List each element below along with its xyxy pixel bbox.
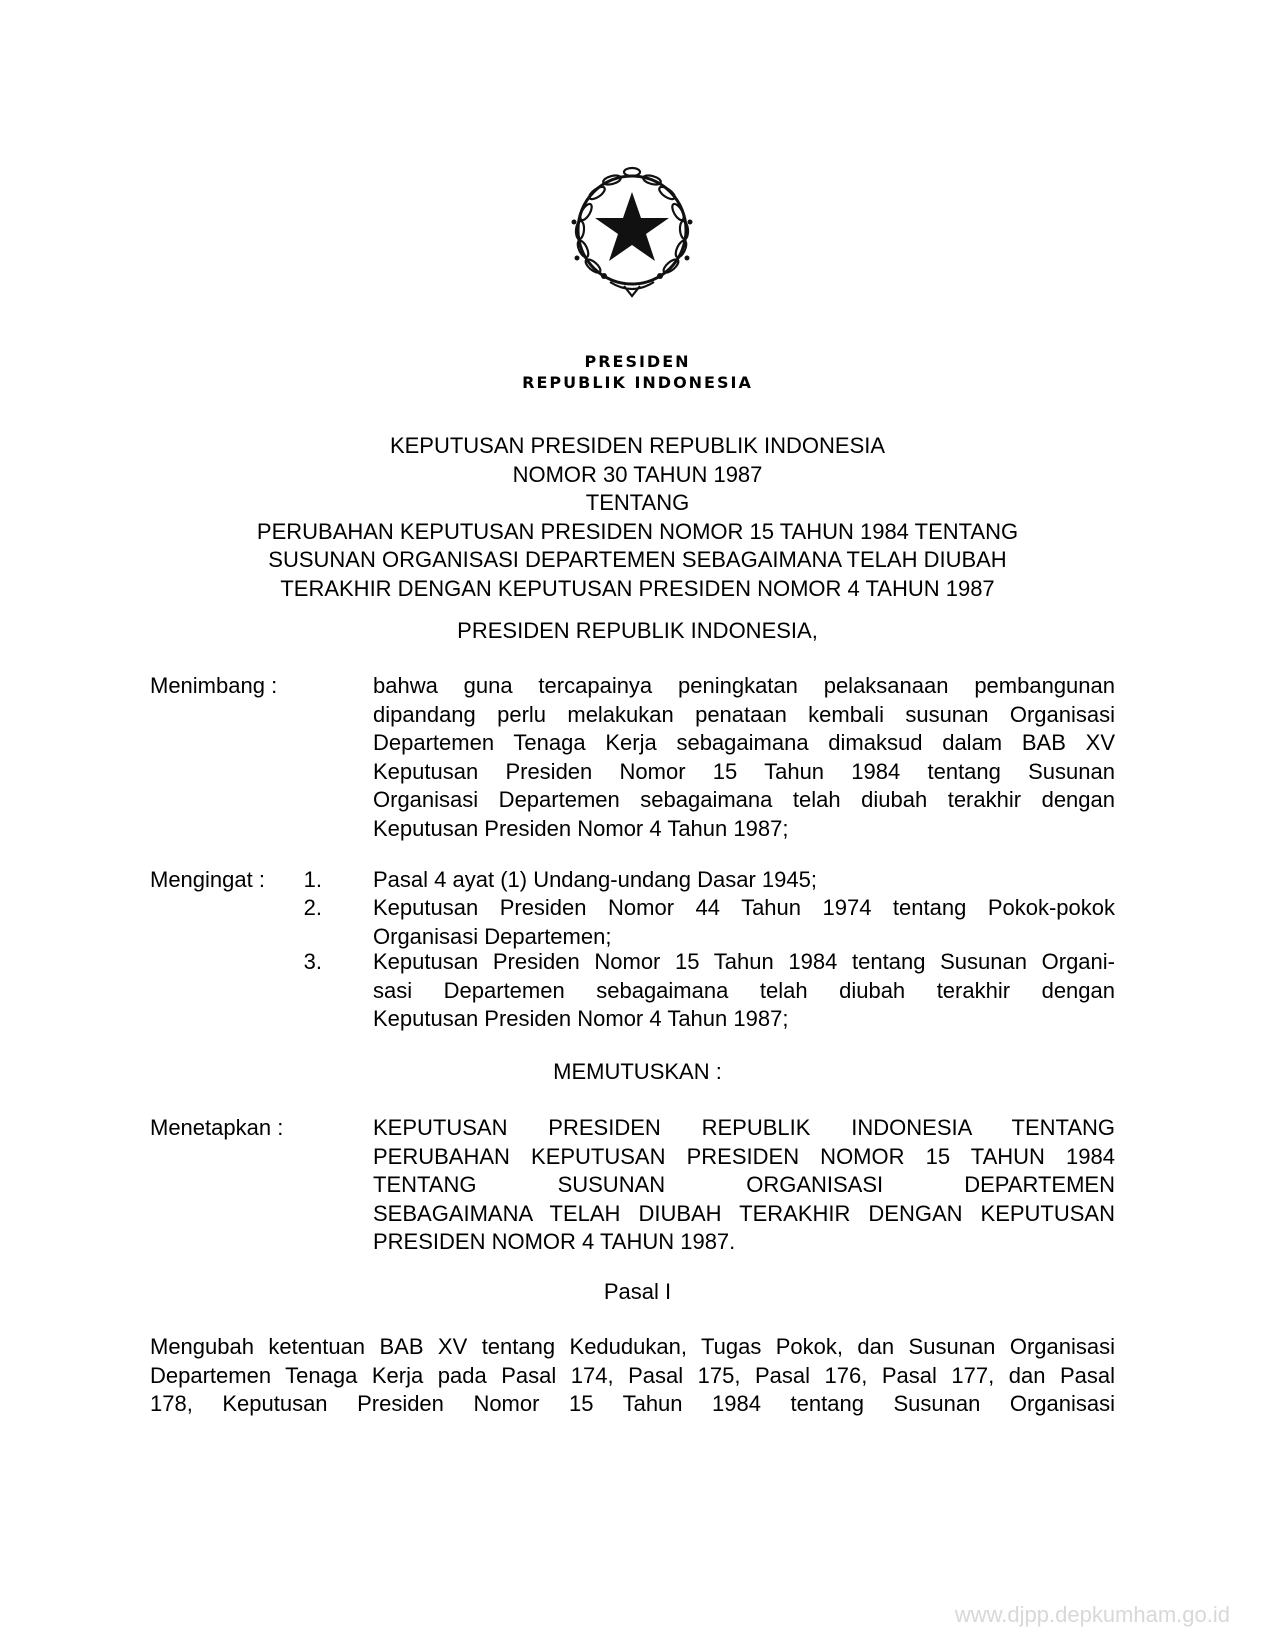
title-line: KEPUTUSAN PRESIDEN REPUBLIK INDONESIA bbox=[389, 433, 886, 458]
title-line: TENTANG bbox=[585, 490, 690, 515]
text-line: PERUBAHAN KEPUTUSAN PRESIDEN NOMOR 15 TAHUN 1984 bbox=[373, 1143, 1115, 1169]
mengingat-item bbox=[373, 948, 1115, 1034]
text-line: dipandang perlu melakukan penataan kembali susunan Organisasi bbox=[373, 701, 1115, 727]
text-line: Departemen Tenaga Kerja pada Pasal 174, Pasal 175, Pasal 176, Pasal 177, dan Pasal bbox=[150, 1362, 1115, 1388]
title-line: NOMOR 30 TAHUN 1987 bbox=[512, 461, 763, 487]
list-number: 2. bbox=[303, 895, 322, 920]
text-line: SEBAGAIMANA TELAH DIUBAH TERAKHIR DENGAN KEPUTUSAN bbox=[373, 1200, 1115, 1226]
text-line: 178, Keputusan Presiden Nomor 15 Tahun 1984 tentang Susunan Organisasi bbox=[150, 1391, 1115, 1416]
text-line: sasi Departemen sebagaimana telah diubah terakhir dengan bbox=[373, 977, 1115, 1003]
mengingat-item bbox=[373, 866, 1115, 895]
text-line: Pasal 4 ayat (1) Undang-undang Dasar 1945; bbox=[373, 867, 817, 892]
menimbang-label: Menimbang : bbox=[150, 673, 278, 698]
text-line: Keputusan Presiden Nomor 44 Tahun 1974 tentang Pokok-pokok bbox=[373, 895, 1115, 920]
menetapkan-label: Menetapkan : bbox=[150, 1115, 284, 1140]
title-line: PERUBAHAN KEPUTUSAN PRESIDEN NOMOR 15 TAHUN 1984 TENTANG bbox=[256, 518, 1019, 544]
text-line: PRESIDEN NOMOR 4 TAHUN 1987. bbox=[373, 1229, 736, 1254]
text-line: Keputusan Presiden Nomor 4 Tahun 1987; bbox=[373, 815, 789, 841]
text-line: KEPUTUSAN PRESIDEN REPUBLIK INDONESIA TENTANG bbox=[373, 1115, 1115, 1140]
memutuskan-heading: MEMUTUSKAN : bbox=[553, 1059, 722, 1084]
text-line: TENTANG SUSUNAN ORGANISASI DEPARTEMEN bbox=[373, 1172, 1115, 1197]
letterhead-republic: REPUBLIK INDONESIA bbox=[522, 373, 753, 392]
website-watermark: www.djpp.depkumham.go.id bbox=[954, 1602, 1230, 1627]
mengingat-item bbox=[373, 894, 1115, 951]
title-line: SUSUNAN ORGANISASI DEPARTEMEN SEBAGAIMANA TELAH DIUBAH bbox=[268, 547, 1007, 572]
president-heading: PRESIDEN REPUBLIK INDONESIA, bbox=[457, 618, 818, 643]
menetapkan-text bbox=[373, 1114, 1115, 1257]
pasal-body bbox=[150, 1333, 1115, 1419]
state-emblem-icon bbox=[552, 150, 712, 310]
text-line: Keputusan Presiden Nomor 4 Tahun 1987; bbox=[373, 1006, 789, 1031]
text-line: Organisasi Departemen; bbox=[373, 923, 612, 949]
letterhead-president: PRESIDEN bbox=[584, 352, 691, 371]
text-line: Keputusan Presiden Nomor 15 Tahun 1984 tentang Susunan bbox=[373, 758, 1115, 784]
menimbang-text bbox=[373, 672, 1115, 843]
text-line: Organisasi Departemen sebagaimana telah diubah terakhir dengan bbox=[373, 787, 1115, 812]
list-number: 1. bbox=[303, 867, 322, 892]
text-line: bahwa guna tercapainya peningkatan pelaksanaan pembangunan bbox=[373, 673, 1115, 698]
pasal-heading: Pasal I bbox=[603, 1279, 672, 1304]
text-line: Mengubah ketentuan BAB XV tentang Kedudukan, Tugas Pokok, dan Susunan Organisasi bbox=[150, 1334, 1115, 1359]
mengingat-label: Mengingat : bbox=[150, 867, 265, 892]
document-title bbox=[140, 432, 1135, 603]
text-line: Keputusan Presiden Nomor 15 Tahun 1984 tentang Susunan Organi- bbox=[373, 949, 1115, 974]
title-line: TERAKHIR DENGAN KEPUTUSAN PRESIDEN NOMOR 4 TAHUN 1987 bbox=[280, 575, 995, 601]
list-number: 3. bbox=[303, 949, 322, 974]
text-line: Departemen Tenaga Kerja sebagaimana dimaksud dalam BAB XV bbox=[373, 730, 1115, 755]
